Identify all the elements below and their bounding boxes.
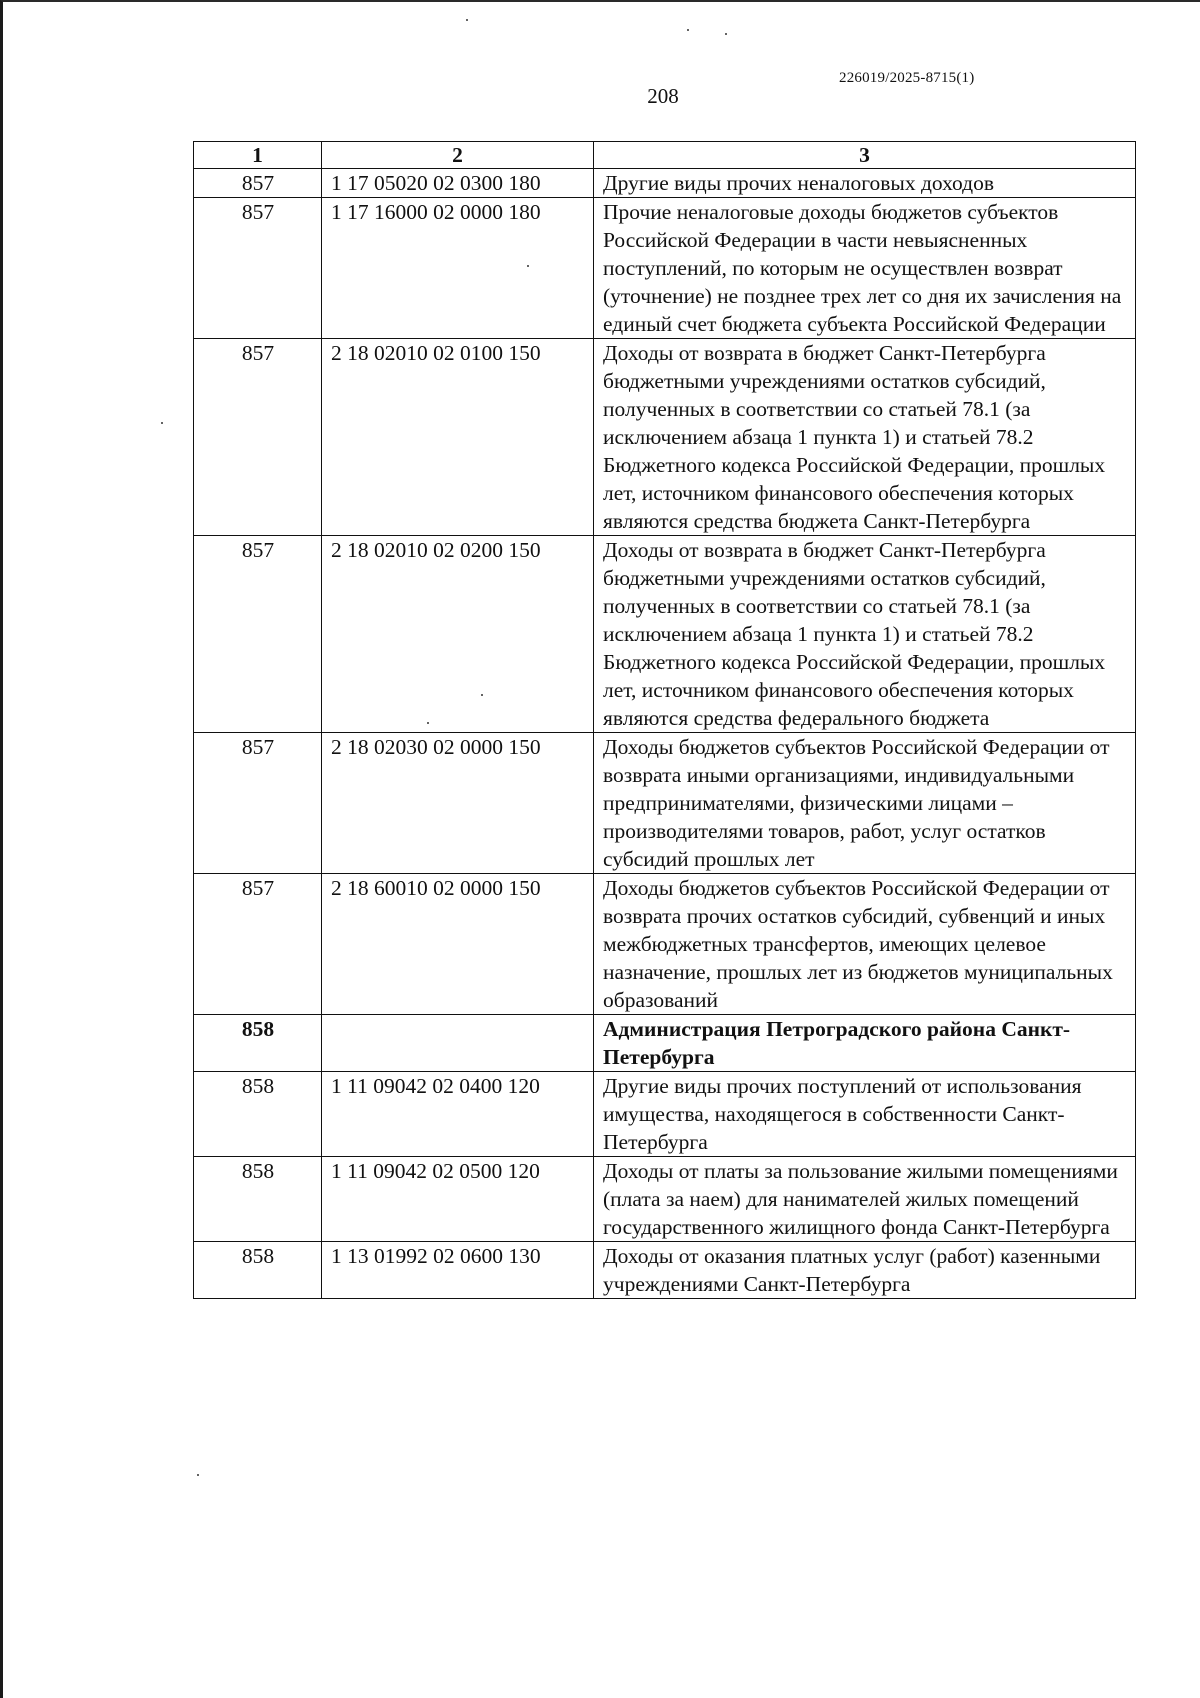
scan-speck <box>197 1474 199 1476</box>
admin-code-cell: 857 <box>194 733 322 874</box>
table-row <box>194 198 1136 339</box>
budget-code-cell: 1 13 01992 02 0600 130 <box>322 1242 594 1299</box>
budget-code-cell: 1 17 16000 02 0000 180 <box>322 198 594 339</box>
column-header-2: 2 <box>322 142 594 169</box>
admin-code-cell: 857 <box>194 339 322 536</box>
budget-code-cell: 2 18 02010 02 0200 150 <box>322 536 594 733</box>
table-row <box>194 339 1136 536</box>
budget-code-cell <box>322 1015 594 1072</box>
scan-speck <box>687 29 689 31</box>
table-row <box>194 1157 1136 1242</box>
budget-code-cell: 1 11 09042 02 0400 120 <box>322 1072 594 1157</box>
admin-code-cell: 858 <box>194 1157 322 1242</box>
scan-speck <box>161 422 163 424</box>
revenue-name-cell: Другие виды прочих неналоговых доходов <box>594 169 1136 198</box>
scan-speck <box>527 265 529 267</box>
table-row <box>194 874 1136 1015</box>
page-number: 208 <box>647 84 679 108</box>
admin-code-cell: 857 <box>194 536 322 733</box>
budget-code-cell: 1 17 05020 02 0300 180 <box>322 169 594 198</box>
budget-code-cell: 2 18 60010 02 0000 150 <box>322 874 594 1015</box>
revenue-name-cell: Доходы от платы за пользование жилыми помещениями (плата за наем) для нанимателей жилых помещений государственного жилищного фонда Санкт-Петербурга <box>594 1157 1136 1242</box>
scan-speck <box>725 33 727 35</box>
admin-code-cell: 858 <box>194 1015 322 1072</box>
budget-code-cell: 2 18 02010 02 0100 150 <box>322 339 594 536</box>
budget-code-cell: 1 11 09042 02 0500 120 <box>322 1157 594 1242</box>
revenue-name-cell: Доходы от возврата в бюджет Санкт-Петербурга бюджетными учреждениями остатков субсидий, полученных в соответствии со статьей 78.1 (за исключением абзаца 1 пункта 1) и статьей 78.2 Бюджетного кодекса Российской Федерации, прошлых лет, источником финансового обеспечения которых являются средства бюджета Санкт-Петербурга <box>594 339 1136 536</box>
table-row <box>194 536 1136 733</box>
revenue-name-cell: Доходы бюджетов субъектов Российской Федерации от возврата иными организациями, индивидуальными предпринимателями, физическими лицами – производителями товаров, работ, услуг остатков субсидий прошлых лет <box>594 733 1136 874</box>
table-row <box>194 733 1136 874</box>
column-header-3: 3 <box>594 142 1136 169</box>
budget-code-cell: 2 18 02030 02 0000 150 <box>322 733 594 874</box>
admin-code-cell: 857 <box>194 874 322 1015</box>
revenue-codes-table <box>193 141 1136 1299</box>
document-id: 226019/2025-8715(1) <box>839 70 975 86</box>
scan-speck <box>466 19 468 21</box>
table-row <box>194 1072 1136 1157</box>
revenue-name-cell: Прочие неналоговые доходы бюджетов субъектов Российской Федерации в части невыясненных поступлений, по которым не осуществлен возврат (уточнение) не позднее трех лет со дня их зачисления на единый счет бюджета субъекта Российской Федерации <box>594 198 1136 339</box>
scan-speck <box>427 722 429 724</box>
admin-code-cell: 858 <box>194 1072 322 1157</box>
revenue-name-cell: Другие виды прочих поступлений от использования имущества, находящегося в собственности Санкт-Петербурга <box>594 1072 1136 1157</box>
column-header-1: 1 <box>194 142 322 169</box>
scan-speck <box>481 694 483 696</box>
table-header-row <box>194 142 1136 169</box>
administrator-name-cell: Администрация Петроградского района Санкт-Петербурга <box>594 1015 1136 1072</box>
admin-code-cell: 857 <box>194 198 322 339</box>
admin-code-cell: 858 <box>194 1242 322 1299</box>
revenue-name-cell: Доходы от оказания платных услуг (работ) казенными учреждениями Санкт-Петербурга <box>594 1242 1136 1299</box>
table-row <box>194 169 1136 198</box>
revenue-name-cell: Доходы бюджетов субъектов Российской Федерации от возврата прочих остатков субсидий, субвенций и иных межбюджетных трансфертов, имеющих целевое назначение, прошлых лет из бюджетов муниципальных образований <box>594 874 1136 1015</box>
admin-code-cell: 857 <box>194 169 322 198</box>
table-row <box>194 1242 1136 1299</box>
revenue-name-cell: Доходы от возврата в бюджет Санкт-Петербурга бюджетными учреждениями остатков субсидий, полученных в соответствии со статьей 78.1 (за исключением абзаца 1 пункта 1) и статьей 78.2 Бюджетного кодекса Российской Федерации, прошлых лет, источником финансового обеспечения которых являются средства федерального бюджета <box>594 536 1136 733</box>
table-row-section-header <box>194 1015 1136 1072</box>
